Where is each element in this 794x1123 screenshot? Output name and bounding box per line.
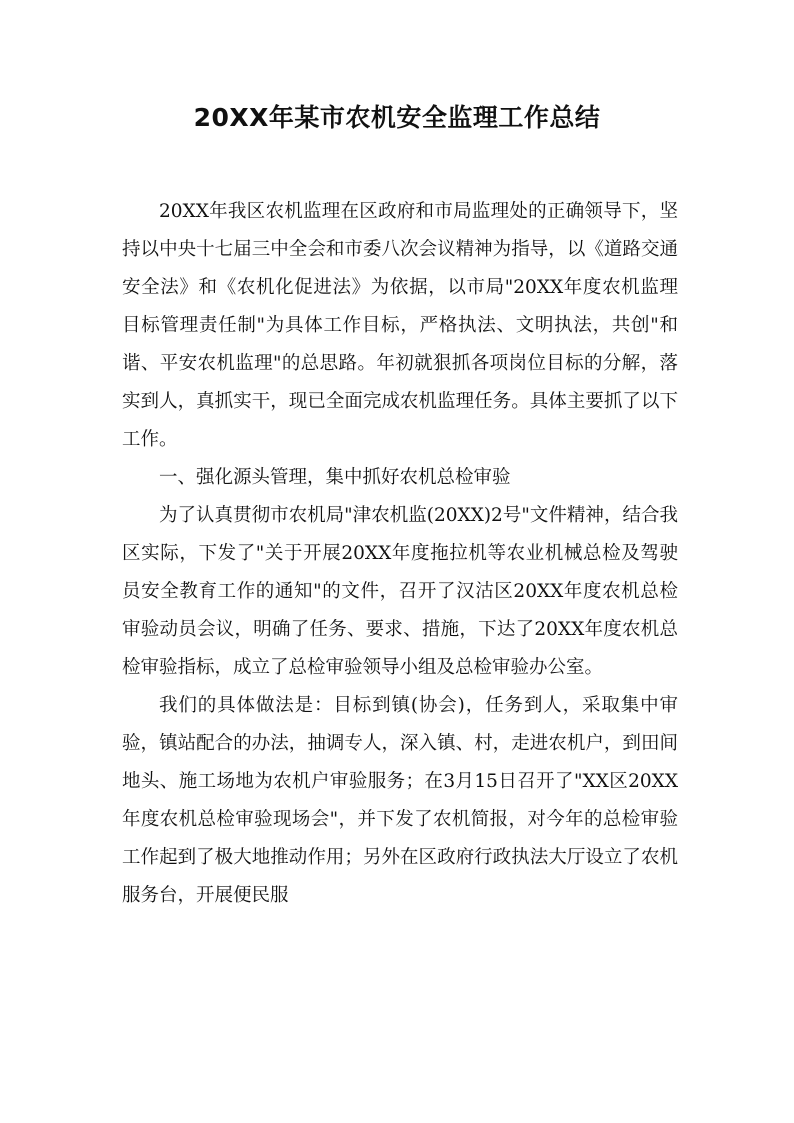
document-title: 20XX年某市农机安全监理工作总结	[193, 103, 601, 132]
document-body	[122, 193, 678, 915]
paragraph-notice: 为了认真贯彻市农机局"津农机监(20XX)2号"文件精神，结合我区实际，下发了"关于开展20XX年度拖拉机等农业机械总检及驾驶员安全教育工作的通知"的文件，召开了汉沽区20XX年度农机总检审验动员会议，明确了任务、要求、措施，下达了20XX年度农机总检审验指标，成立了总检审验领导小组及总检审验办公室。	[122, 505, 678, 678]
paragraph-method: 我们的具体做法是：目标到镇(协会)，任务到人，采取集中审验，镇站配合的办法，抽调专人，深入镇、村，走进农机户，到田间地头、施工场地为农机户审验服务；在3月15日召开了"XX区20XX年度农机总检审验现场会"，并下发了农机简报，对今年的总检审验工作起到了极大地推动作用；另外在区政府行政执法大厅设立了农机服务台，开展便民服	[122, 695, 678, 906]
paragraph-intro: 20XX年我区农机监理在区政府和市局监理处的正确领导下，坚持以中央十七届三中全会和市委八次会议精神为指导，以《道路交通安全法》和《农机化促进法》为依据，以市局"20XX年度农机监理目标管理责任制"为具体工作目标，严格执法、文明执法，共创"和谐、平安农机监理"的总思路。年初就狠抓各项岗位目标的分解，落实到人，真抓实干，现已全面完成农机监理任务。具体主要抓了以下工作。	[122, 201, 678, 450]
section-heading: 一、强化源头管理，集中抓好农机总检审验	[159, 467, 511, 488]
